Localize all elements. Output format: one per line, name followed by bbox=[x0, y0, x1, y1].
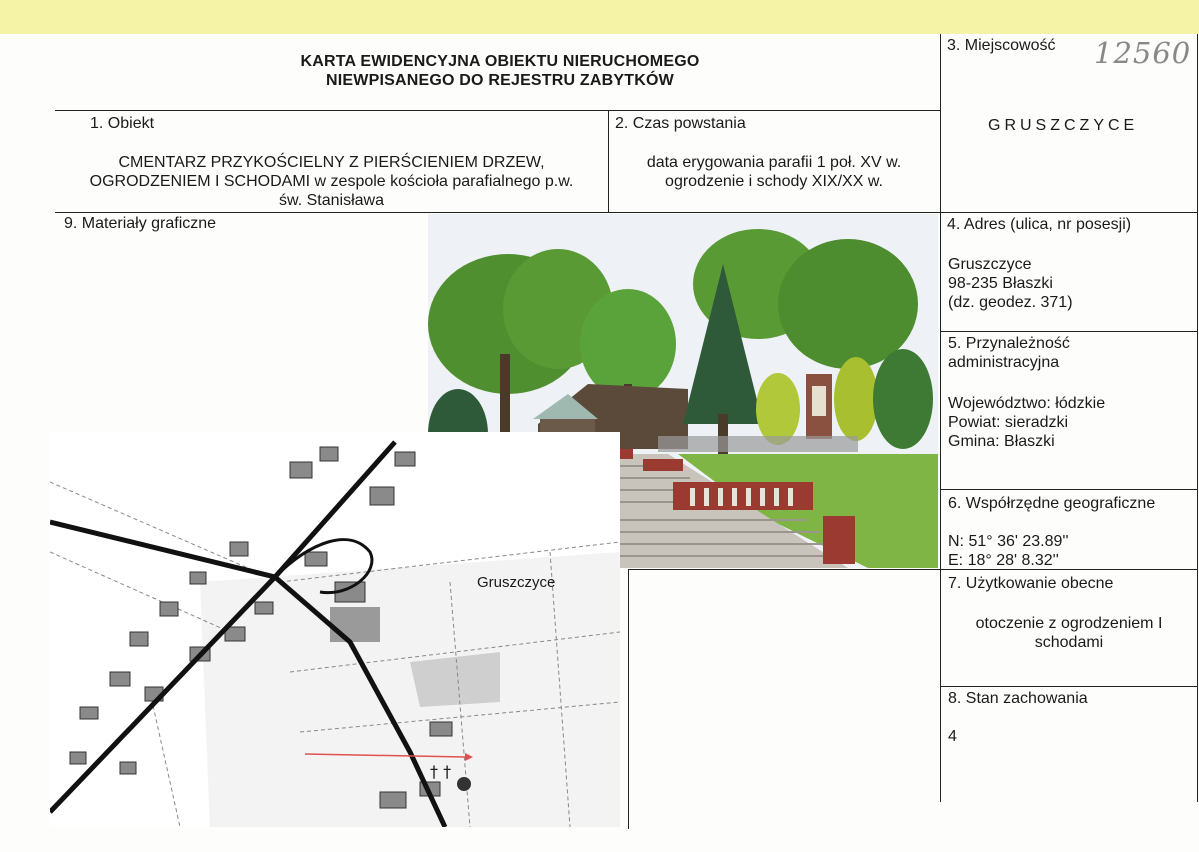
cadastral-location-map bbox=[50, 432, 620, 827]
coordinate-east: E: 18° 28' 8.32'' bbox=[948, 552, 1059, 569]
current-use-value bbox=[940, 614, 1198, 652]
coordinate-north: N: 51° 36' 23.89'' bbox=[948, 533, 1069, 550]
administrative-label bbox=[948, 334, 1070, 372]
creation-time-line-2: ogrodzenie i schody XIX/XX w. bbox=[665, 173, 883, 190]
svg-text:† †: † † bbox=[430, 762, 452, 781]
condition-value: 4 bbox=[948, 728, 957, 745]
locality-value: GRUSZCZYCE bbox=[988, 117, 1139, 134]
object-line-1: CMENTARZ PRZYKOŚCIELNY Z PIERŚCIENIEM DRZEW, bbox=[118, 154, 545, 171]
card-title-line-2: NIEWPISANEGO DO REJESTRU ZABYTKÓW bbox=[326, 72, 674, 89]
divider-right-6 bbox=[940, 489, 1198, 490]
address-line-3: (dz. geodez. 371) bbox=[948, 294, 1073, 311]
object-line-2: OGRODZENIEM I SCHODAMI w zespole kościoła parafialnego p.w. bbox=[89, 173, 574, 190]
address-label: 4. Adres (ulica, nr posesji) bbox=[947, 216, 1132, 233]
object-description bbox=[55, 153, 608, 210]
card-title bbox=[200, 52, 800, 90]
address-line-2: 98-235 Błaszki bbox=[948, 275, 1053, 292]
divider-title-bottom bbox=[55, 110, 940, 111]
current-use-line-2: schodami bbox=[1034, 634, 1104, 651]
voivodeship: Województwo: łódzkie bbox=[948, 395, 1106, 412]
current-use-label: 7. Użytkowanie obecne bbox=[948, 575, 1114, 592]
creation-time-description bbox=[608, 153, 940, 191]
divider-row-2 bbox=[55, 212, 1198, 213]
administrative-label-line-2: administracyjna bbox=[948, 354, 1060, 371]
administrative-label-line-1: 5. Przynależność bbox=[948, 335, 1070, 352]
top-color-band bbox=[0, 0, 1199, 34]
handwritten-record-number: 12560 bbox=[1094, 36, 1192, 70]
administrative-values bbox=[948, 394, 1105, 451]
address-line-1: Gruszczyce bbox=[948, 256, 1032, 273]
county: Powiat: sieradzki bbox=[948, 414, 1069, 431]
divider-photo-bottom bbox=[628, 569, 940, 570]
coordinates-values bbox=[948, 532, 1069, 570]
map-illustration bbox=[50, 432, 620, 827]
graphic-materials-label: 9. Materiały graficzne bbox=[64, 215, 217, 232]
divider-right-edge bbox=[1197, 34, 1198, 802]
creation-time-label: 2. Czas powstania bbox=[615, 115, 746, 132]
creation-time-line-1: data erygowania parafii 1 poł. XV w. bbox=[646, 154, 902, 171]
locality-label: 3. Miejscowość bbox=[947, 37, 1056, 54]
divider-right-8 bbox=[940, 686, 1198, 687]
map-place-label: Gruszczyce bbox=[477, 574, 556, 591]
object-label: 1. Obiekt bbox=[90, 115, 155, 132]
address-value bbox=[948, 255, 1073, 312]
current-use-line-1: otoczenie z ogrodzeniem I bbox=[975, 615, 1163, 632]
object-line-3: św. Stanisława bbox=[279, 192, 384, 209]
card-title-line-1: KARTA EWIDENCYJNA OBIEKTU NIERUCHOMEGO bbox=[300, 53, 700, 70]
divider-right-5 bbox=[940, 331, 1198, 332]
commune: Gmina: Błaszki bbox=[948, 433, 1055, 450]
divider-map-right bbox=[628, 569, 629, 829]
condition-label: 8. Stan zachowania bbox=[948, 690, 1088, 707]
coordinates-label: 6. Współrzędne geograficzne bbox=[948, 495, 1156, 512]
